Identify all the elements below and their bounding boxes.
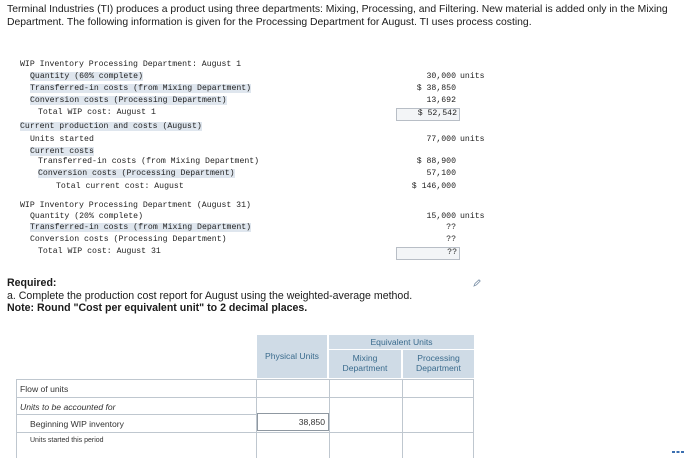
- wip-report-row: [14, 182, 484, 193]
- wip-row-label: Total WIP cost: August 31: [38, 247, 161, 256]
- wip-row-label: Quantity (60% complete): [30, 72, 144, 81]
- wip-row-value: 57,100: [426, 169, 456, 178]
- wip-row-value: $ 88,900: [416, 157, 456, 166]
- wip-row-value: ??: [447, 248, 457, 257]
- wip-row-label: Total current cost: August: [56, 182, 184, 191]
- equivalent-units-header: Equivalent Units: [329, 335, 474, 349]
- wip-row-value-cell: [396, 247, 460, 260]
- wip-row-value: ??: [446, 223, 456, 232]
- units-to-account-label: Units to be accounted for: [20, 402, 116, 412]
- wip-report-row: [14, 201, 484, 212]
- wip-row-value-cell: [396, 157, 458, 168]
- wip-row-unit: units: [460, 135, 485, 144]
- wip-report-row: [14, 60, 484, 71]
- wip-row-value-cell: [396, 169, 458, 180]
- wip-row-value-cell: [396, 223, 458, 234]
- wip-row-label: WIP Inventory Processing Department (August 31): [20, 201, 251, 210]
- problem-intro: Terminal Industries (TI) produces a product using three departments: Mixing, Processing, and Filtering. New material is added only in the Mixing Department. The following information is given for the Processing Department for August. TI uses process costing.: [7, 4, 668, 28]
- wip-row-value: 77,000: [426, 135, 456, 144]
- wip-row-label: Conversion costs (Processing Department): [30, 96, 227, 105]
- wip-report-row: [14, 157, 484, 168]
- flow-of-units-label: Flow of units: [20, 384, 69, 394]
- wip-report-row: [14, 169, 484, 180]
- wip-row-value: $ 146,000: [411, 182, 456, 191]
- wip-row-label: Transferred-in costs (from Mixing Department): [30, 223, 252, 232]
- required-heading: Required:: [7, 277, 57, 289]
- wip-report-row: [14, 108, 484, 119]
- units-started-label: Units started this period: [30, 437, 104, 444]
- wip-row-label: Units started: [30, 135, 94, 144]
- wip-row-unit: units: [460, 212, 485, 221]
- wip-row-label: WIP Inventory Processing Department: August 1: [20, 60, 242, 69]
- beginning-wip-physical-input[interactable]: 38,850: [257, 413, 329, 431]
- wip-report-row: [14, 247, 484, 258]
- required-section: [7, 277, 487, 315]
- wip-row-label: Conversion costs (Processing Department): [38, 169, 235, 178]
- wip-row-value-cell: [396, 182, 458, 193]
- physical-units-header: Physical Units: [257, 335, 327, 378]
- wip-row-value: $ 38,850: [416, 84, 456, 93]
- wip-row-label: Total WIP cost: August 1: [38, 108, 156, 117]
- wip-row-value-cell: [396, 135, 458, 146]
- more-dots-icon: [672, 450, 684, 454]
- wip-report-row: [14, 122, 484, 133]
- wip-report-row: [14, 235, 484, 246]
- production-cost-report-table: [16, 335, 474, 458]
- wip-report-row: [14, 212, 484, 223]
- wip-row-label: Conversion costs (Processing Department): [30, 235, 227, 244]
- wip-report-row: [14, 135, 484, 146]
- wip-row-value-cell: [396, 235, 458, 246]
- processing-department-header: Processing Department: [403, 350, 474, 378]
- wip-row-value-cell: [396, 96, 458, 107]
- wip-row-value: 13,692: [426, 96, 456, 105]
- beginning-wip-label: Beginning WIP inventory: [30, 419, 124, 429]
- rounding-note: Note: Round "Cost per equivalent unit" to 2 decimal places.: [7, 302, 308, 314]
- wip-row-value: 15,000: [426, 212, 456, 221]
- pencil-icon: [473, 279, 481, 287]
- wip-report-row: [14, 96, 484, 107]
- wip-row-label: Transferred-in costs (from Mixing Department): [30, 84, 252, 93]
- wip-row-value-cell: [396, 72, 458, 83]
- wip-report-row: [14, 223, 484, 234]
- wip-report-row: [14, 72, 484, 83]
- wip-row-value-cell: [396, 84, 458, 95]
- required-part-a: a. Complete the production cost report for August using the weighted-average method.: [7, 289, 413, 302]
- wip-row-value: $ 52,542: [417, 109, 457, 118]
- wip-row-label: Current production and costs (August): [20, 122, 202, 131]
- wip-row-value: 30,000: [426, 72, 456, 81]
- wip-row-value-cell: [396, 108, 460, 121]
- wip-row-label: Current costs: [30, 147, 94, 156]
- wip-inventory-report: [14, 60, 484, 264]
- wip-row-unit: units: [460, 72, 485, 81]
- wip-row-label: Quantity (20% complete): [30, 212, 144, 221]
- wip-row-label: Transferred-in costs (from Mixing Department): [38, 157, 260, 166]
- wip-row-value: ??: [446, 235, 456, 244]
- mixing-department-header: Mixing Department: [329, 350, 401, 378]
- wip-report-row: [14, 84, 484, 95]
- wip-row-value-cell: [396, 212, 458, 223]
